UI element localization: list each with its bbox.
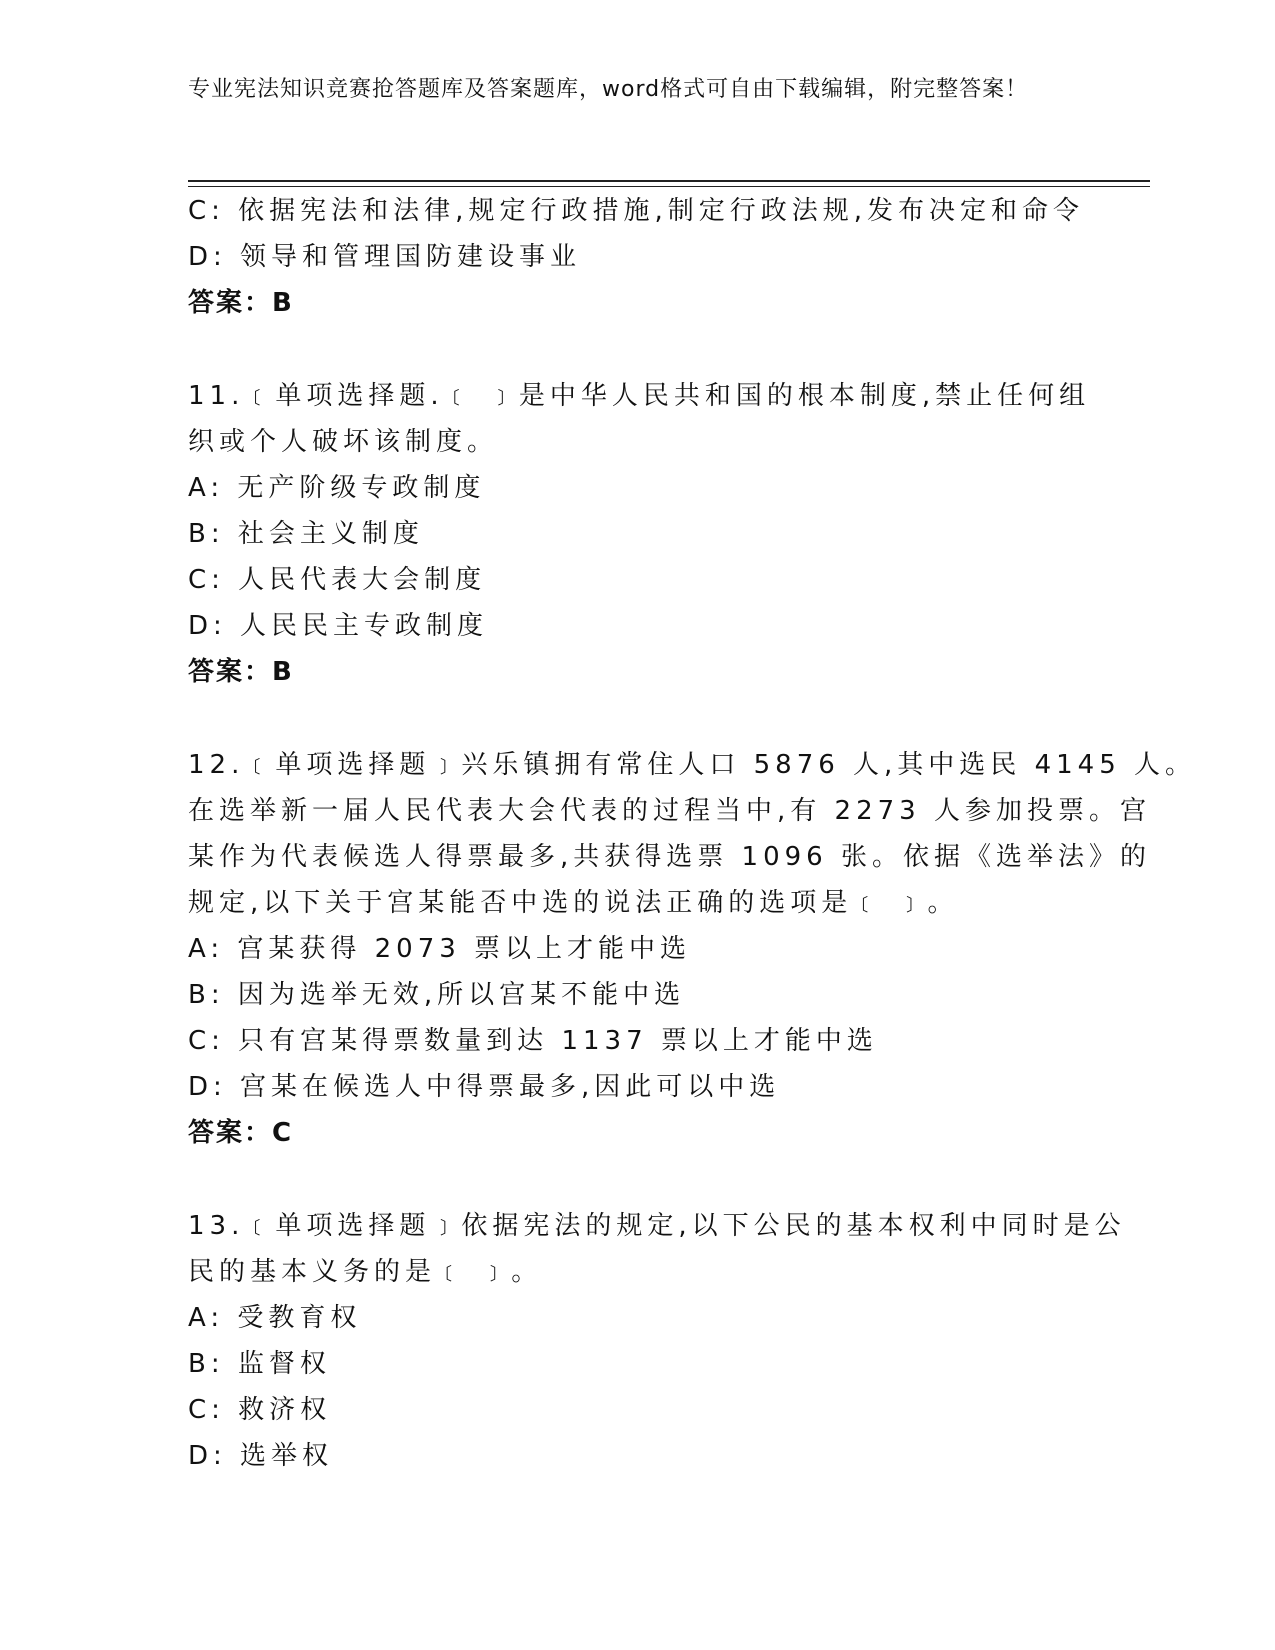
spacer xyxy=(188,1156,1068,1203)
option-a: A: 受教育权 xyxy=(188,1303,362,1333)
spacer xyxy=(188,695,1068,742)
answer-line: 答案：C xyxy=(188,1118,294,1148)
option-d: D: 人民民主专政制度 xyxy=(188,611,489,641)
page-header: 专业宪法知识竞赛抢答题库及答案题库，word格式可自由下载编辑，附完整答案！ xyxy=(188,77,1029,102)
option-d: D: 宫某在候选人中得票最多,因此可以中选 xyxy=(188,1072,781,1102)
question-stem-line: 12.﹝单项选择题﹞兴乐镇拥有常住人口 5876 人,其中选民 4145 人。 xyxy=(188,750,1197,780)
header-rule-thin xyxy=(188,186,1150,187)
question-stem-line: 规定,以下关于宫某能否中选的说法正确的选项是﹝ ﹞。 xyxy=(188,888,959,918)
prev-question-block xyxy=(188,188,1084,326)
option-d: D: 选举权 xyxy=(188,1441,334,1471)
option-b: B: 监督权 xyxy=(188,1349,331,1379)
header-rule-thick xyxy=(188,180,1150,182)
question-13 xyxy=(188,1203,1126,1479)
question-stem-line: 民的基本义务的是﹝ ﹞。 xyxy=(188,1257,543,1287)
document-body xyxy=(188,188,1197,1479)
question-12 xyxy=(188,742,1197,1156)
option-c: C: 人民代表大会制度 xyxy=(188,565,487,595)
option-b: B: 社会主义制度 xyxy=(188,519,424,549)
answer-line: 答案：B xyxy=(188,657,294,687)
question-stem-line: 某作为代表候选人得票最多,共获得选票 1096 张。依据《选举法》的 xyxy=(188,842,1151,872)
answer-line: 答案：B xyxy=(188,288,294,318)
question-stem-line: 13.﹝单项选择题﹞依据宪法的规定,以下公民的基本权利中同时是公 xyxy=(188,1211,1126,1241)
option-b: B: 因为选举无效,所以宫某不能中选 xyxy=(188,980,686,1010)
option-c: C: 只有宫某得票数量到达 1137 票以上才能中选 xyxy=(188,1026,878,1056)
spacer xyxy=(188,326,1068,373)
option-c: C: 救济权 xyxy=(188,1395,332,1425)
option-a: A: 无产阶级专政制度 xyxy=(188,473,486,503)
option-a: A: 宫某获得 2073 票以上才能中选 xyxy=(188,934,692,964)
question-11 xyxy=(188,373,1091,695)
question-stem-line: 11.﹝单项选择题.﹝ ﹞是中华人民共和国的根本制度,禁止任何组 xyxy=(188,381,1091,411)
question-stem-line: 织或个人破坏该制度。 xyxy=(188,427,499,457)
option-d: D: 领导和管理国防建设事业 xyxy=(188,242,582,272)
option-c: C: 依据宪法和法律,规定行政措施,制定行政法规,发布决定和命令 xyxy=(188,196,1084,226)
question-stem-line: 在选举新一届人民代表大会代表的过程当中,有 2273 人参加投票。宫 xyxy=(188,796,1151,826)
